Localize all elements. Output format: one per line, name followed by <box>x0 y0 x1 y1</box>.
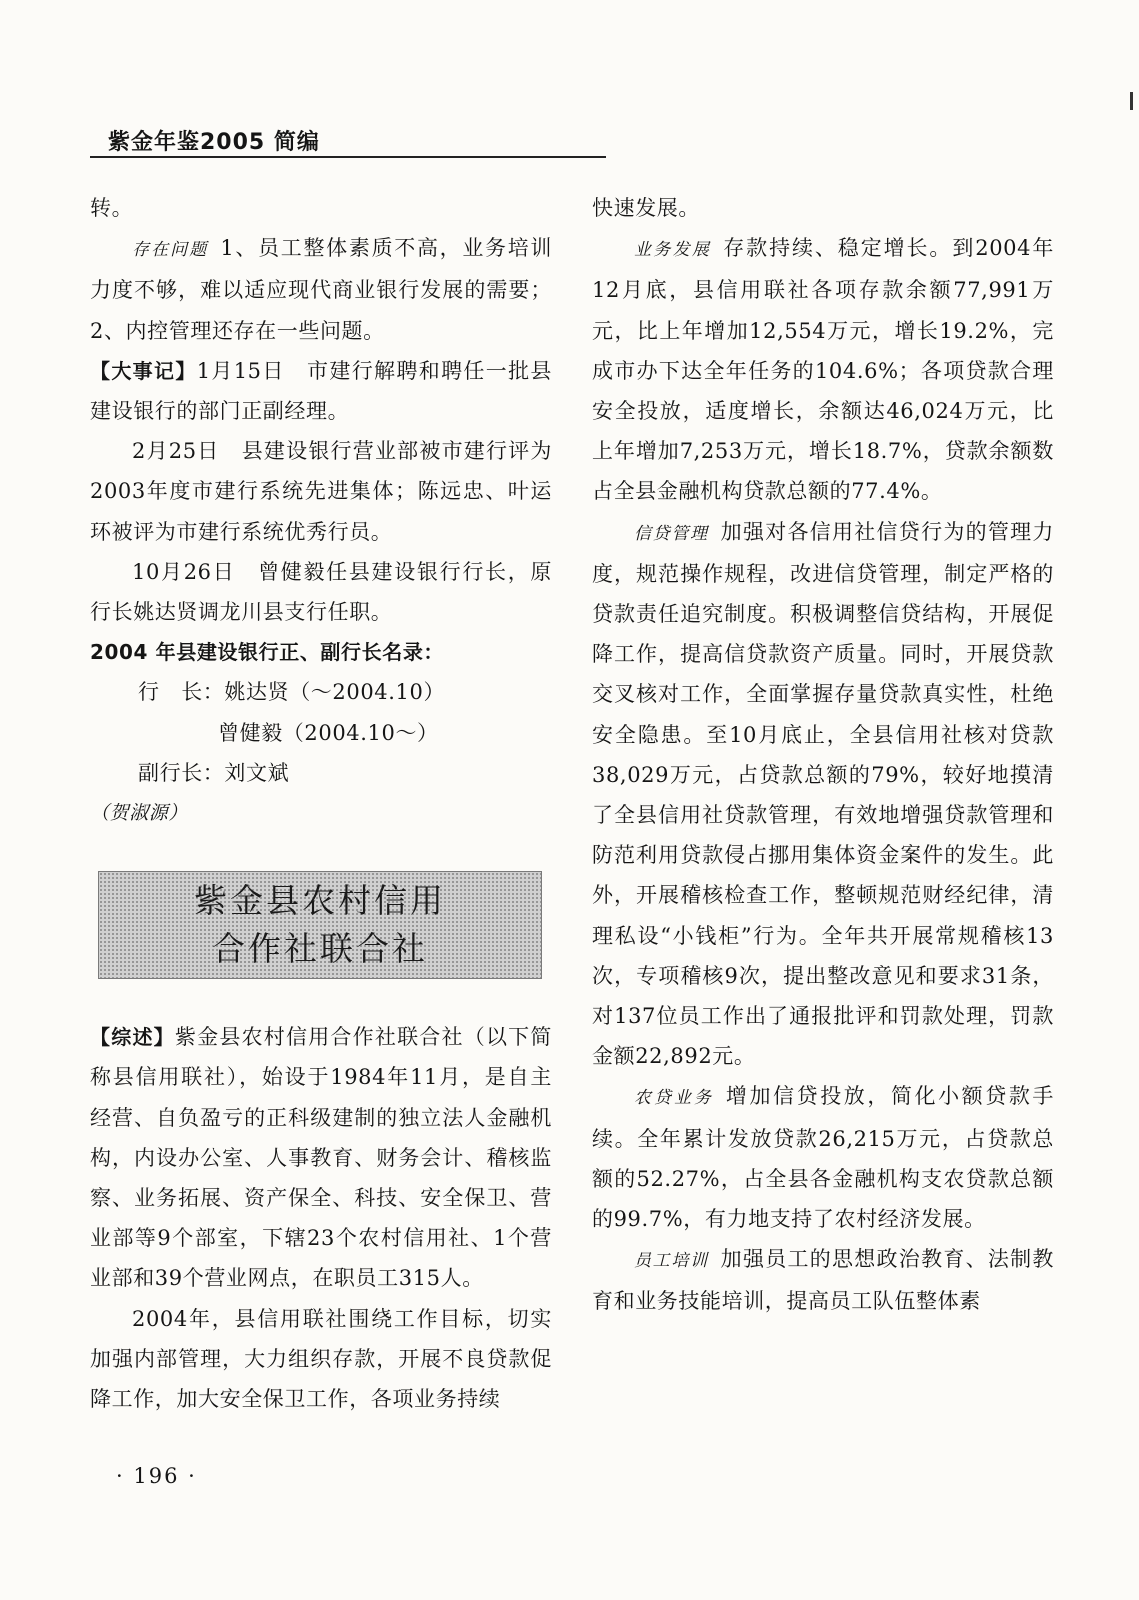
paragraph-text: 1、员工整体素质不高，业务培训力度不够，难以适应现代商业银行发展的需要；2、内控管理还存在一些问题。 <box>90 236 552 343</box>
list-item: 行 长：姚达贤（～2004.10） <box>138 680 446 705</box>
paragraph-text: 增加信贷投放，简化小额贷款手续。全年累计发放贷款26,215万元，占贷款总额的52.27%，占全县各金融机构支农贷款总额的99.7%，有力地支持了农村经济发展。 <box>592 1084 1054 1232</box>
author-signature: （贺淑源） <box>90 802 189 825</box>
page-number: · 196 · <box>116 1464 197 1488</box>
scan-edge-mark <box>1130 92 1133 110</box>
paragraph: 转。 <box>90 196 134 220</box>
paragraph <box>90 1017 552 1298</box>
section-tag: 【综述】 <box>90 1025 175 1050</box>
paragraph-text: 紫金县农村信用合作社联合社（以下简称县信用联社），始设于1984年11月，是自主经营、自负盈亏的正科级建制的独立法人金融机构，内设办公室、人事教育、财务会计、稽核监察、业务拓展、资产保全、科技、安全保卫、营业部等9个部室，下辖23个农村信用社、1个营业部和39个营业网点，在职员工315人。 <box>90 1025 553 1291</box>
subhead-label: 员工培训 <box>634 1251 709 1272</box>
paragraph: 10月26日 曾健毅任县建设银行行长，原行长姚达贤调龙川县支行任职。 <box>90 559 552 625</box>
section-title-box <box>98 871 542 979</box>
subhead-label: 信贷管理 <box>634 523 709 544</box>
paragraph <box>90 351 552 431</box>
paragraph <box>592 1239 1054 1321</box>
paragraph <box>592 1076 1054 1239</box>
subhead-label: 存在问题 <box>132 240 209 261</box>
section-title-line: 合作社联合社 <box>212 929 428 969</box>
paragraph <box>592 512 1054 1077</box>
header-rule <box>90 156 606 158</box>
list-title: 2004 年县建设银行正、副行长名录： <box>90 640 445 665</box>
paragraph: 2004年，县信用联社围绕工作目标，切实加强内部管理，大力组织存款，开展不良贷款促降工作，加大安全保卫工作，各项业务持续 <box>90 1306 552 1412</box>
paragraph-text: 存款持续、稳定增长。到2004年12月底，县信用联社各项存款余额77,991万元，比上年增加12,554万元，增长19.2%，完成市办下达全年任务的104.6%；各项贷款合理安全投放，适度增长，余额达46,024万元，比上年增加7,253万元，增长18.7%，贷款余额数占全县金融机构贷款总额的77.4%。 <box>592 236 1055 504</box>
list-item: 曾健毅（2004.10～） <box>218 720 439 745</box>
list-item: 副行长：刘文斌 <box>138 760 290 785</box>
paragraph-text: 加强对各信用社信贷行为的管理力度，规范操作规程，改进信贷管理，制定严格的贷款责任追究制度。积极调整信贷结构，开展促降工作，提高信贷款资产质量。同时，开展贷款交叉核对工作，全面掌握存量贷款真实性，杜绝安全隐患。至10月底止，全县信用社核对贷款38,029万元，占贷款总额的79%，较好地摸清了全县信用社贷款管理，有效地增强贷款管理和防范利用贷款侵占挪用集体资金案件的发生。此外，开展稽核检查工作，整顿规范财经纪律，清理私设“小钱柜”行为。全年共开展常规稽核13次，专项稽核9次，提出整改意见和要求31条，对137位员工作出了通报批评和罚款处理，罚款金额22,892元。 <box>592 519 1055 1069</box>
paragraph-text: 加强员工的思想政治教育、法制教育和业务技能培训，提高员工队伍整体素 <box>592 1247 1055 1314</box>
subhead-label: 农贷业务 <box>634 1088 714 1109</box>
paragraph: 快速发展。 <box>592 196 700 220</box>
section-title-line: 紫金县农村信用 <box>194 881 446 921</box>
paragraph-text: 1月15日 市建行解聘和聘任一批县建设银行的部门正副经理。 <box>90 358 553 424</box>
paragraph <box>592 228 1054 511</box>
right-column <box>592 188 1054 1322</box>
section-tag: 【大事记】 <box>90 358 197 383</box>
running-header: 紫金年鉴2005 简编 <box>108 130 320 155</box>
left-column <box>90 188 552 1419</box>
paragraph <box>90 228 552 351</box>
subhead-label: 业务发展 <box>634 240 712 261</box>
paragraph: 2月25日 县建设银行营业部被市建行评为2003年度市建行系统先进集体；陈远忠、叶运环被评为市建行系统优秀行员。 <box>90 439 552 544</box>
